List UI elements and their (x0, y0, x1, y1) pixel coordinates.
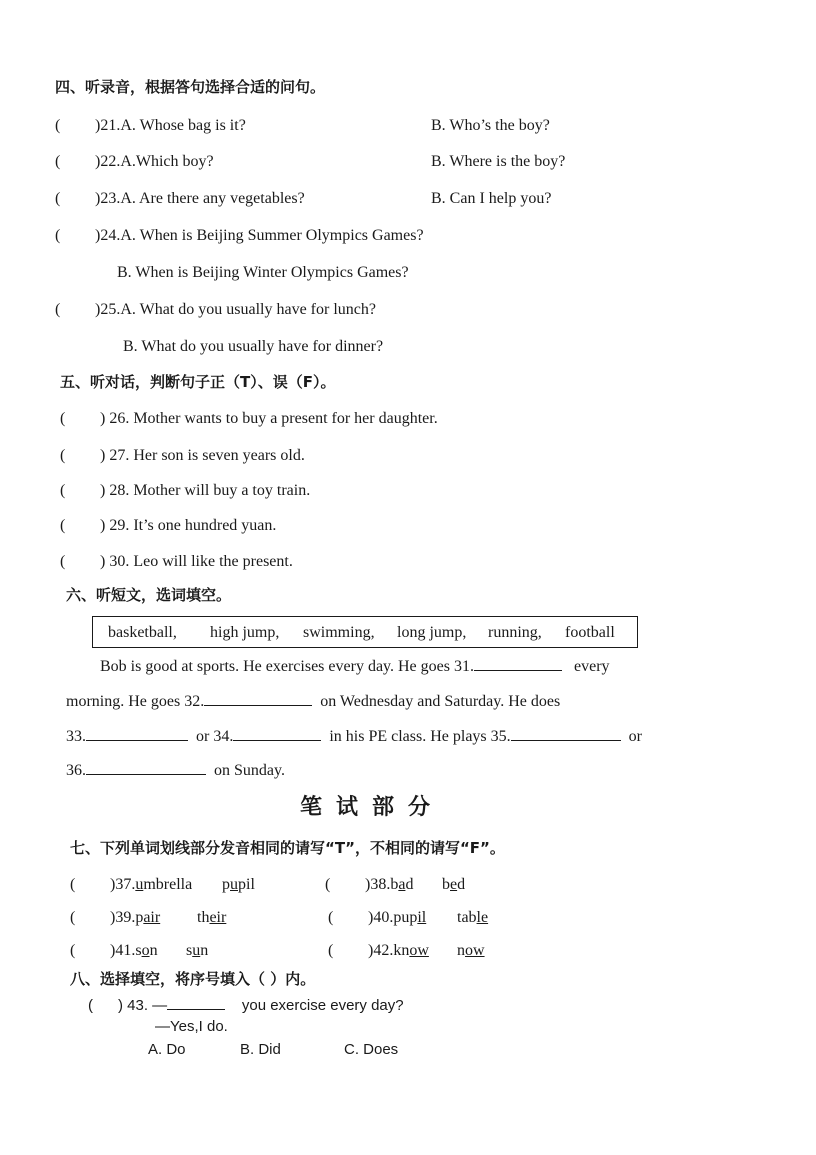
question-22-option-b: B. Where is the boy? (431, 153, 566, 170)
question-38-word-2: bed (442, 876, 466, 893)
question-43-option-a: A. Do (148, 1041, 186, 1058)
passage-text: 36. (66, 762, 86, 779)
passage-text: or (628, 728, 642, 745)
option-a: )22.A.Which boy? (95, 153, 214, 170)
option-a: )21.A. Whose bag is it? (95, 117, 246, 134)
question-25 (55, 300, 376, 320)
blank-43[interactable] (167, 995, 225, 1010)
written-part-title: 笔试部分 (300, 795, 445, 820)
question-29 (60, 516, 276, 536)
question-23-option-b: B. Can I help you? (431, 190, 552, 207)
answer-paren[interactable]: ( (55, 190, 61, 207)
statement: ) 26. Mother wants to buy a present for her daughter. (100, 410, 438, 427)
question-number: )41. (110, 942, 136, 959)
question-25-option-b: B. What do you usually have for dinner? (123, 338, 384, 355)
question-39-word-2: their (197, 909, 227, 926)
word-football: football (565, 624, 615, 641)
option-a: )24.A. When is Beijing Summer Olympics Games? (95, 227, 424, 244)
question-38 (325, 875, 413, 895)
word-long-jump: long jump, (397, 624, 467, 641)
answer-paren[interactable]: ( (325, 876, 331, 893)
answer-paren[interactable]: ( (60, 517, 66, 534)
statement: ) 27. Her son is seven years old. (100, 447, 305, 464)
answer-paren[interactable]: ( (60, 553, 66, 570)
answer-paren[interactable]: ( (60, 447, 66, 464)
passage-line-1 (100, 656, 610, 677)
blank-31[interactable] (474, 656, 562, 671)
passage-text: on Wednesday and Saturday. He does (320, 693, 561, 710)
passage-text: on Sunday. (214, 762, 285, 779)
answer-paren[interactable]: ( (60, 410, 66, 427)
blank-34[interactable] (233, 726, 321, 741)
word-high-jump: high jump, (210, 624, 280, 641)
question-40-word-2: table (457, 909, 489, 926)
question-41-word-2: sun (186, 942, 209, 959)
question-27 (60, 446, 305, 466)
question-39 (70, 908, 160, 928)
answer-paren[interactable]: ( (55, 301, 61, 318)
question-43 (88, 995, 404, 1016)
word-1: umbrella (135, 876, 193, 893)
statement: ) 30. Leo will like the present. (100, 553, 293, 570)
question-prompt: ) 43. — (118, 997, 168, 1014)
question-37 (70, 875, 192, 895)
passage-line-4 (66, 760, 285, 781)
answer-paren[interactable]: ( (55, 153, 61, 170)
question-number: )37. (110, 876, 136, 893)
question-23 (55, 189, 305, 209)
question-number: )38. (365, 876, 391, 893)
question-43-option-c: C. Does (344, 1041, 399, 1058)
word-1: know (393, 942, 429, 959)
section-7-heading: 七、下列单词划线部分发音相同的请写“T”，不相同的请写“F”。 (70, 839, 505, 857)
answer-paren[interactable]: ( (88, 997, 93, 1014)
question-43-answer: —Yes,I do. (155, 1018, 228, 1035)
word-1: bad (390, 876, 414, 893)
question-37-word-2: pupil (222, 876, 255, 893)
answer-paren[interactable]: ( (55, 227, 61, 244)
passage-text: Bob is good at sports. He exercises every day. He goes 31. (100, 658, 474, 675)
word-1: son (135, 942, 158, 959)
blank-35[interactable] (511, 726, 621, 741)
question-42 (328, 941, 429, 961)
word-swimming: swimming, (303, 624, 375, 641)
question-26 (60, 409, 438, 429)
statement: ) 29. It’s one hundred yuan. (100, 517, 277, 534)
passage-text: in his PE class. He plays 35. (329, 728, 511, 745)
question-21-option-b: B. Who’s the boy? (431, 117, 550, 134)
passage-text: 33. (66, 728, 86, 745)
question-24-option-b: B. When is Beijing Winter Olympics Games? (117, 264, 409, 281)
answer-paren[interactable]: ( (70, 942, 76, 959)
word-1: pupil (393, 909, 427, 926)
question-43-option-b: B. Did (240, 1041, 281, 1058)
question-number: )39. (110, 909, 136, 926)
answer-paren[interactable]: ( (70, 876, 76, 893)
passage-line-2 (66, 691, 560, 712)
option-a: )23.A. Are there any vegetables? (95, 190, 305, 207)
question-40 (328, 908, 426, 928)
passage-line-3 (66, 726, 642, 747)
option-a: )25.A. What do you usually have for lunch? (95, 301, 376, 318)
question-prompt: you exercise every day? (241, 997, 404, 1014)
question-22 (55, 152, 214, 172)
statement: ) 28. Mother will buy a toy train. (100, 482, 311, 499)
word-bank (92, 616, 638, 648)
answer-paren[interactable]: ( (55, 117, 61, 134)
question-42-word-2: now (457, 942, 485, 959)
answer-paren[interactable]: ( (60, 482, 66, 499)
blank-36[interactable] (86, 760, 206, 775)
question-30 (60, 552, 293, 572)
answer-paren[interactable]: ( (328, 942, 334, 959)
question-number: )40. (368, 909, 394, 926)
question-21 (55, 116, 246, 136)
passage-text: or 34. (196, 728, 234, 745)
section-6-heading: 六、听短文，选词填空。 (66, 586, 232, 604)
question-28 (60, 481, 310, 501)
word-1: pair (135, 909, 161, 926)
question-number: )42. (368, 942, 394, 959)
blank-32[interactable] (204, 691, 312, 706)
question-24 (55, 226, 424, 246)
word-basketball: basketball, (108, 624, 177, 641)
word-running: running, (488, 624, 542, 641)
blank-33[interactable] (86, 726, 188, 741)
section-8-heading: 八、选择填空，将序号填入（ ）内。 (70, 970, 316, 988)
section-5-heading: 五、听对话，判断句子正（T）、误（F）。 (60, 373, 336, 391)
answer-paren[interactable]: ( (328, 909, 334, 926)
passage-text: morning. He goes 32. (66, 693, 205, 710)
question-41 (70, 941, 158, 961)
passage-text: every (573, 658, 610, 675)
section-4-heading: 四、听录音，根据答句选择合适的问句。 (55, 78, 326, 96)
answer-paren[interactable]: ( (70, 909, 76, 926)
